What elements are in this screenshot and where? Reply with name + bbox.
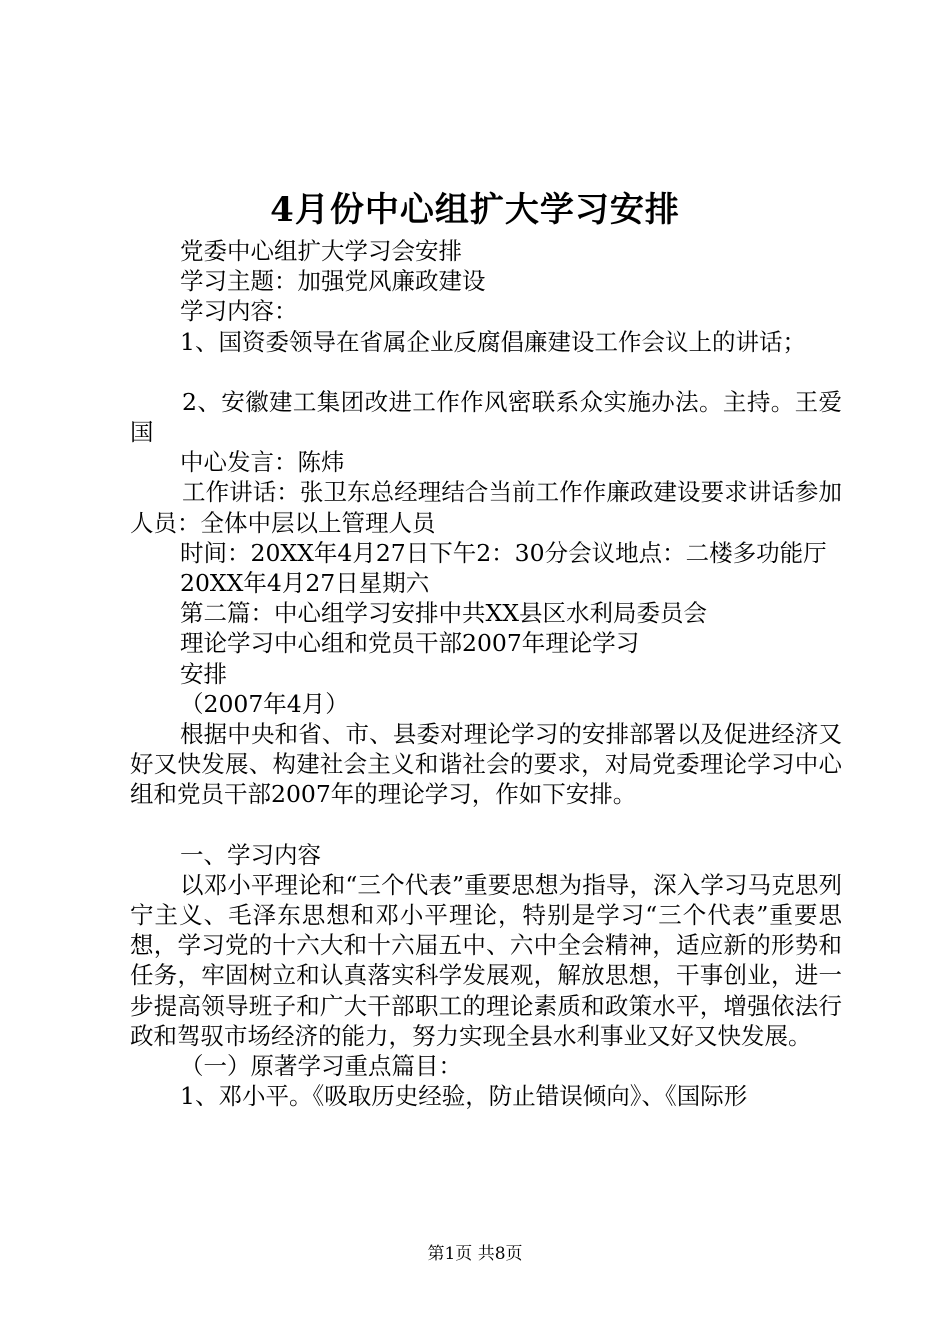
paragraph-second-part-heading: 第二篇：中心组学习安排中共XX县区水利局委员会 <box>180 599 707 628</box>
paragraph-item-2: 2、安徽建工集团改进工作作风密联系众实施办法。主持。王爱国 <box>130 387 842 447</box>
paragraph-year-month: （2007年4月） <box>180 689 349 718</box>
subsection-heading-original-works: （一）原著学习重点篇目： <box>180 1052 462 1081</box>
paragraph-date: 20XX年4月27日星期六 <box>180 569 430 598</box>
paragraph-work-speech: 工作讲话：张卫东总经理结合当前工作作廉政建设要求讲话参加人员：全体中层以上管理人员 <box>130 478 842 537</box>
paragraph-arrangement: 安排 <box>180 659 227 688</box>
paragraph-intro: 根据中央和省、市、县委对理论学习的安排部署以及促进经济又好又快发展、构建社会主义和谐社会的要求，对局党委理论学习中心组和党员干部2007年的理论学习，作如下安排。 <box>130 720 842 809</box>
paragraph-meeting-heading: 党委中心组扩大学习会安排 <box>180 237 462 265</box>
paragraph-study-content-label: 学习内容： <box>180 297 298 326</box>
page-number-footer: 第1页 共8页 <box>427 1244 523 1264</box>
paragraph-original-works-item-1: 1、邓小平。《吸取历史经验，防止错误倾向》、《国际形 <box>180 1082 748 1111</box>
paragraph-study-guidance: 以邓小平理论和“三个代表”重要思想为指导，深入学习马克思列宁主义、毛泽东思想和邓小平理论，特别是学习“三个代表”重要思想，学习党的十六大和十六届五中、六中全会精神，适应新的形势和任务，牢固树立和认真落实科学发展观，解放思想，干事创业，进一步提高领导班子和广大干部职工的理论素质和政策水平，增强依法行政和驾驭市场经济的能力，努力实现全县水利事业又好又快发展。 <box>130 870 842 1050</box>
paragraph-study-theme: 学习主题：加强党风廉政建设 <box>180 267 486 296</box>
paragraph-second-part-subheading: 理论学习中心组和党员干部2007年理论学习 <box>180 629 640 658</box>
paragraph-item-1: 1、国资委领导在省属企业反腐倡廉建设工作会议上的讲话； <box>180 327 806 356</box>
paragraph-central-speech: 中心发言：陈炜 <box>180 448 345 477</box>
paragraph-gap <box>130 810 842 840</box>
document-title: 4月份中心组扩大学习安排 <box>270 190 680 230</box>
paragraph-gap <box>130 357 842 387</box>
document-body <box>130 236 842 1111</box>
paragraph-time-location: 时间：20XX年4月27日下午2：30分会议地点：二楼多功能厅 <box>180 538 827 567</box>
section-heading-study-content: 一、学习内容 <box>180 840 321 869</box>
